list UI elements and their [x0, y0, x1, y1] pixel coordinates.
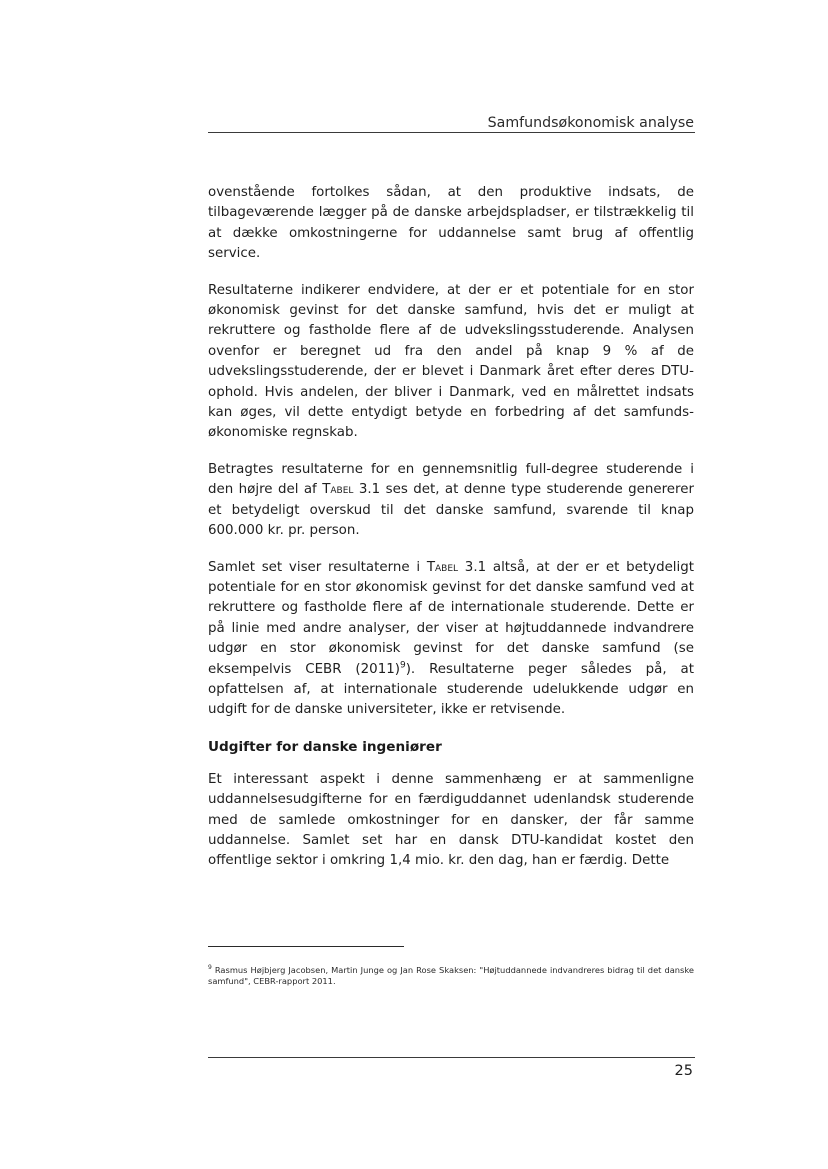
footer-rule — [208, 1057, 695, 1058]
paragraph-4-text-end: ). Resultaterne peger således på, at opfattelsen af, at internationale studerende udelukkende udgør en udgift for de danske universiteter, ikke er retvisende. — [208, 661, 694, 718]
footnote — [208, 965, 694, 987]
paragraph-1: ovenstående fortolkes sådan, at den produktive indsats, de tilbageværende lægger på de danske arbejdspladser, er tilstrækkelig til at dække omkostningerne for uddannelse samt brug af offentlig service. — [208, 185, 694, 262]
footnote-marker: 9 — [399, 660, 406, 671]
running-title: Samfundsøkonomisk analyse — [487, 115, 694, 131]
paragraph-5: Et interessant aspekt i denne sammenhæng er at sammenligne uddannelsesudgifterne for en færdiguddannet udenlandsk studerende med de samlede omkostninger for en dansker, der får samme uddannelse. Samlet set har en dansk DTU-kandidat kostet den offentlige sektor i omkring 1,4 mio. kr. den dag, han er færdig. Dette — [208, 771, 694, 869]
paragraph-3-text-end: 3.1 ses det, at denne type studerende genererer et betydeligt overskud til det danske samfund, svarende til knap 600.000 kr. pr. person. — [208, 482, 694, 539]
footnote-text: Rasmus Højbjerg Jacobsen, Martin Junge og Jan Rose Skaksen: "Højtuddannede indvandreres bidrag til det danske samfund", CEBR-rapport 2011. — [208, 965, 694, 986]
section-heading: Udgifter for danske ingeniører — [208, 738, 442, 755]
paragraph-4 — [208, 558, 694, 721]
table-reference: Tabel — [426, 559, 459, 575]
paragraph-2: Resultaterne indikerer endvidere, at der er et potentiale for en stor økonomisk gevinst for det danske samfund, hvis det er muligt at rekruttere og fastholde flere af de udvekslingsstuderende. Analysen ovenfor er beregnet ud fra den andel på knap 9 % af de udvekslingsstuderende, der er blevet i Danmark året efter deres DTU-ophold. Hvis andelen, der bliver i Danmark, ved en målrettet indsats kan øges, vil dette entydigt betyde en forbedring af det samfunds-økonomiske regnskab. — [208, 282, 694, 441]
paragraph-4-text-middle: 3.1 altså, at der er et betydeligt potentiale for en stor økonomisk gevinst for det danske samfund ved at rekruttere og fastholde flere af de internationale studerende. Dette er på linie med andre analyser, der viser at højtuddannede indvandrere udgør en stor økonomisk gevinst for det danske samfund (se eksempelvis CEBR (2011) — [208, 559, 694, 677]
page-number: 25 — [674, 1063, 693, 1079]
paragraph-4-text-start: Samlet set viser resultaterne i — [208, 559, 427, 575]
footnote-number: 9 — [208, 964, 212, 972]
page-header — [208, 115, 695, 133]
table-reference: Tabel — [322, 482, 354, 498]
paragraph-3-text-start: Betragtes resultaterne for en gennemsnitlig full-degree studerende i den højre del af — [208, 461, 694, 498]
body-text — [208, 183, 694, 888]
paragraph-3 — [208, 460, 694, 542]
footnote-separator — [208, 946, 404, 947]
